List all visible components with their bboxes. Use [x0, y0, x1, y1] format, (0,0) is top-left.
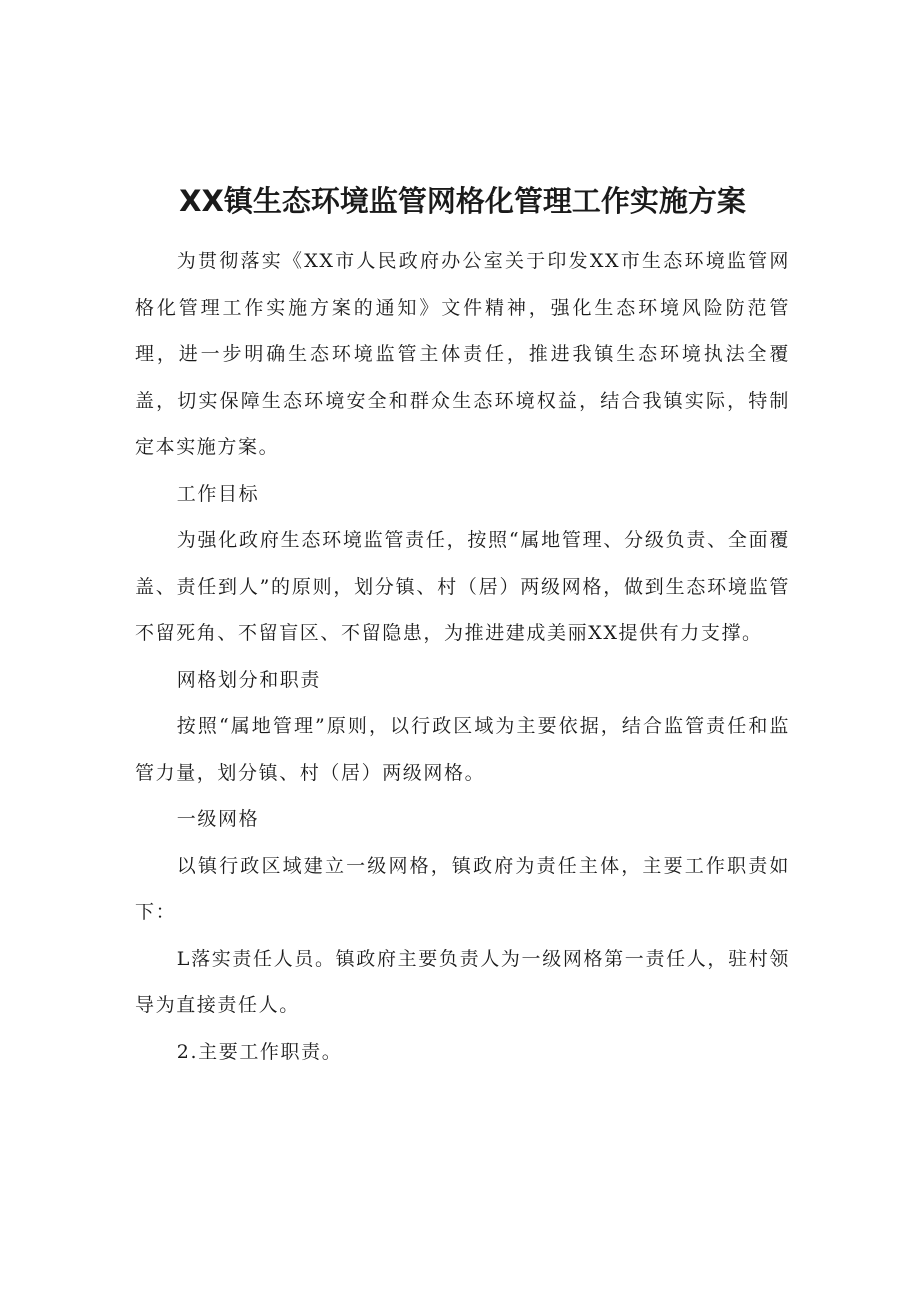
grid-division-paragraph: 按照“属地管理”原则，以行政区域为主要依据，结合监管责任和监管力量，划分镇、村（居）两级网格。 [135, 715, 790, 784]
intro-paragraph: 为贯彻落实《XX市人民政府办公室关于印发XX市生态环境监管网格化管理工作实施方案的通知》文件精神，强化生态环境风险防范管理，进一步明确生态环境监管主体责任，推进我镇生态环境执法全覆盖，切实保障生态环境安全和群众生态环境权益，结合我镇实际，特制定本实施方案。 [135, 250, 790, 458]
level-one-grid-paragraph: 以镇行政区域建立一级网格，镇政府为责任主体，主要工作职责如下： [135, 854, 790, 923]
section-heading-goals: 工作目标 [176, 482, 260, 505]
document-body [135, 238, 790, 1075]
goals-paragraph: 为强化政府生态环境监管责任，按照“属地管理、分级负责、全面覆盖、责任到人”的原则，划分镇、村（居）两级网格，做到生态环境监管不留死角、不留盲区、不留隐患，为推进建成美丽XX提供有力支撑。 [135, 529, 790, 644]
section-heading-level-one-grid: 一级网格 [176, 808, 260, 830]
list-item-responsible-personnel: L落实责任人员。镇政府主要负责人为一级网格第一责任人，驻村领导为直接责任人。 [135, 947, 790, 1016]
section-heading-grid-division: 网格划分和职责 [176, 668, 321, 691]
document-title: XX镇生态环境监管网格化管理工作实施方案 [179, 184, 746, 218]
list-item-main-duties: 2.主要工作职责。 [176, 1040, 343, 1063]
